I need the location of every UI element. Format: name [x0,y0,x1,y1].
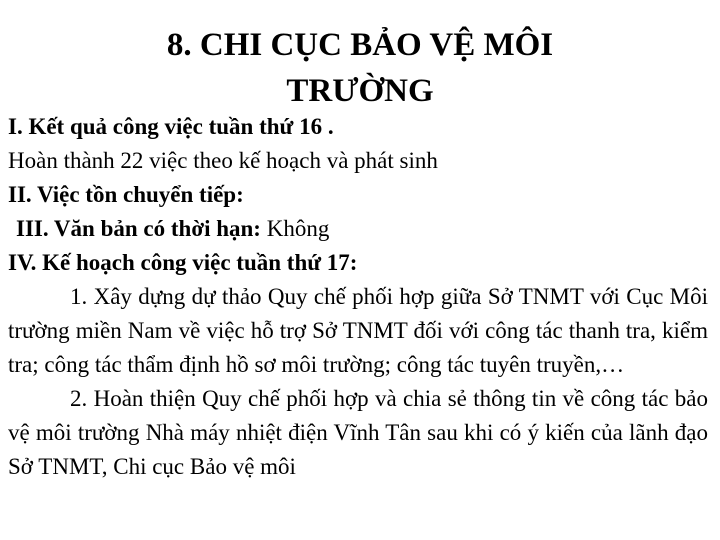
section-3-value: Không [260,216,330,241]
section-4-heading: IV. Kế hoạch công việc tuần thứ 17: [8,250,358,275]
plan-item-1: 1. Xây dựng dự thảo Quy chế phối hợp giữa Sở TNMT với Cục Môi trường miền Nam về việc hỗ trợ Sở TNMT đối với công tác thanh tra, kiểm tra; công tác thẩm định hồ sơ môi trường; công tác tuyên truyền,… [8,284,708,377]
section-3-heading: III. Văn bản có thời hạn: [16,216,261,241]
title-line-2: TRƯỜNG [286,73,434,109]
slide-title [0,22,720,114]
title-line-1: 8. CHI CỤC BẢO VỆ MÔI [166,27,554,63]
section-1-heading: I. Kết quả công việc tuần thứ 16 . [8,114,334,139]
section-1-text: Hoàn thành 22 việc theo kế hoạch và phát sinh [8,148,438,173]
section-3-line [8,212,708,246]
section-2-heading: II. Việc tồn chuyển tiếp: [8,182,244,207]
plan-item-2: 2. Hoàn thiện Quy chế phối hợp và chia sẻ thông tin về công tác bảo vệ môi trường Nhà máy nhiệt điện Vĩnh Tân sau khi có ý kiến của lãnh đạo Sở TNMT, Chi cục Bảo vệ môi [8,386,708,479]
slide-body [8,110,708,484]
